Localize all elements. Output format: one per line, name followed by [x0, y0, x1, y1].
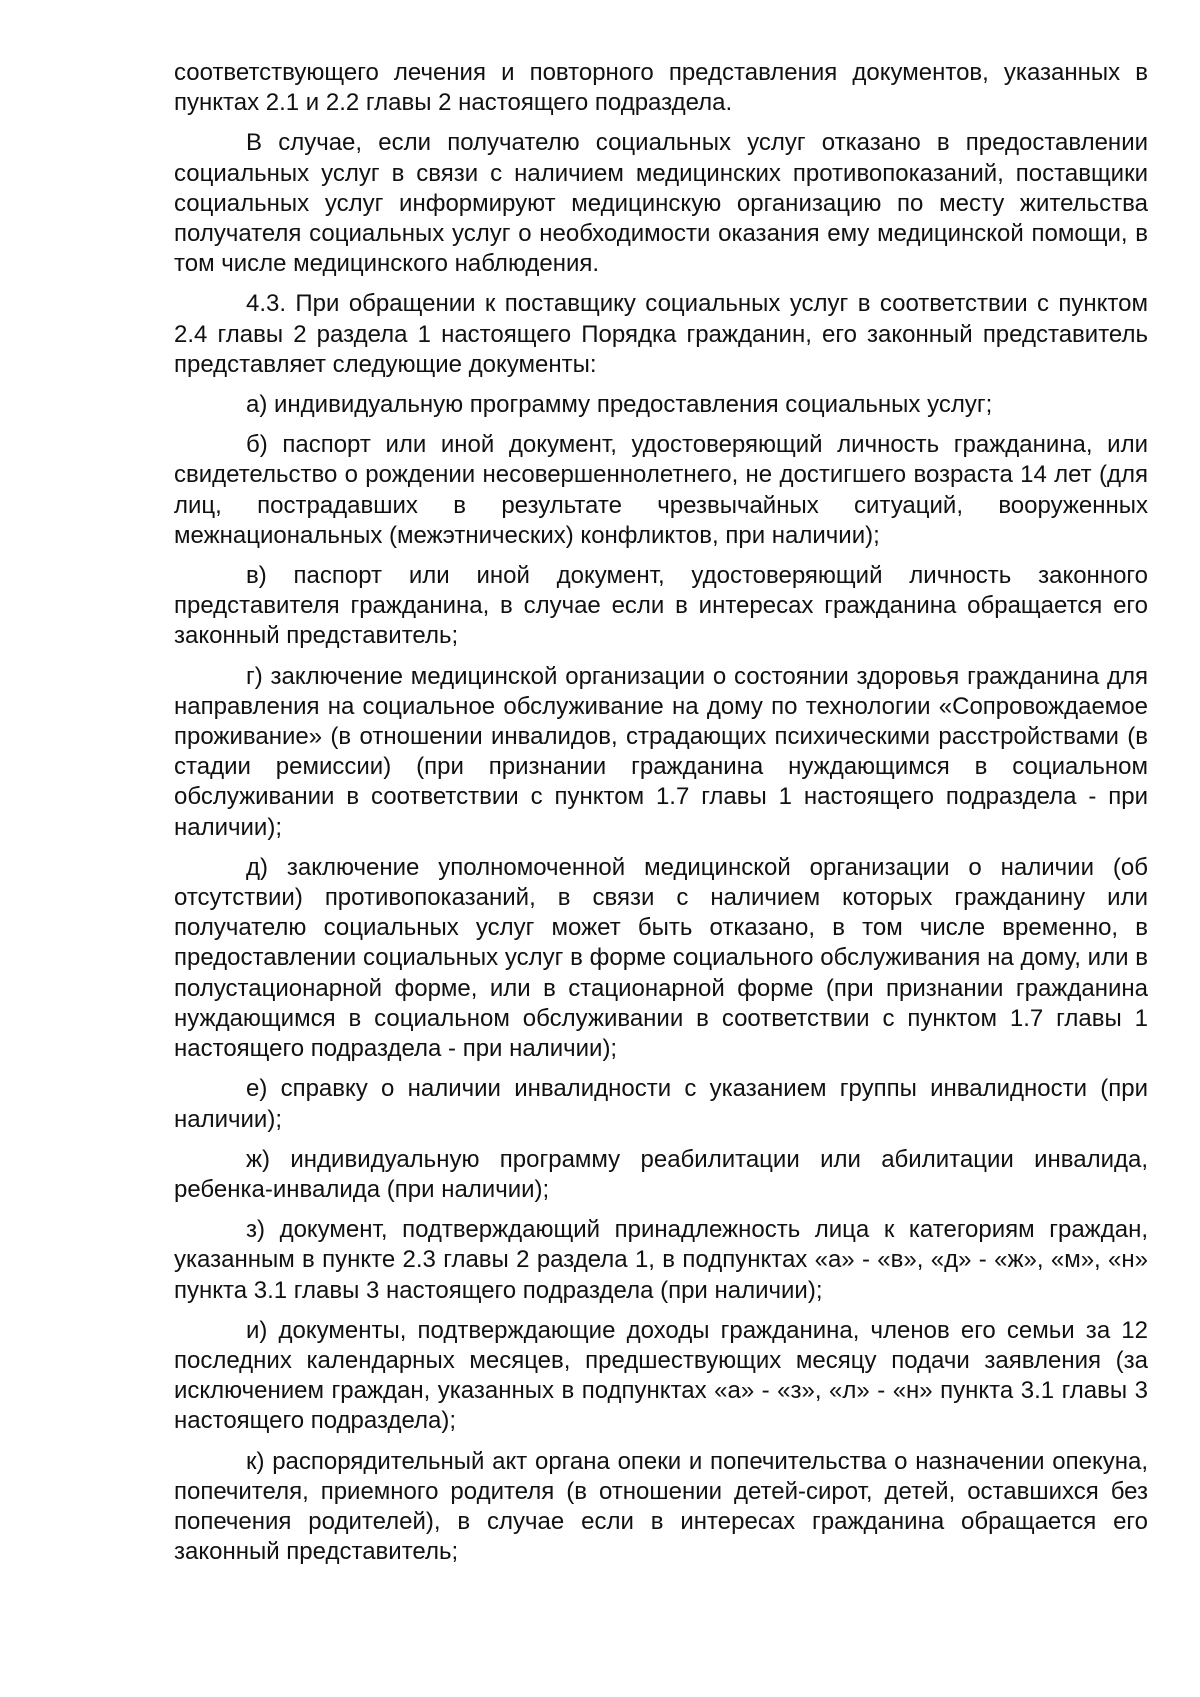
list-item-k: к) распорядительный акт органа опеки и попечительства о назначении опекуна, попечителя, приемного родителя (в отношении детей-сирот, детей, оставшихся без попечения родителей), в случае если в интересах гражданина обращается его законный представитель;	[174, 1447, 1148, 1566]
list-item-e: е) справку о наличии инвалидности с указанием группы инвалидности (при наличии);	[174, 1075, 1148, 1133]
list-item-b: б) паспорт или иной документ, удостоверяющий личность гражданина, или свидетельство о рождении несовершеннолетнего, не достигшего возраста 14 лет (для лиц, пострадавших в результате чрезвычайных ситуаций, вооруженных межнациональных (межэтнических) конфликтов, при наличии);	[174, 431, 1148, 549]
paragraph-continuation: соответствующего лечения и повторного представления документов, указанных в пунктах 2.1 и 2.2 главы 2 настоящего подраздела.	[174, 59, 1148, 117]
list-item-zh: ж) индивидуальную программу реабилитации или абилитации инвалида, ребенка-инвалида (при наличии);	[174, 1145, 1148, 1203]
document-page	[174, 58, 1148, 1577]
paragraph-refusal-notice: В случае, если получателю социальных услуг отказано в предоставлении социальных услуг в связи с наличием медицинских противопоказаний, поставщики социальных услуг информируют медицинскую организацию по месту жительства получателя социальных услуг о необходимости оказания ему медицинской помощи, в том числе медицинского наблюдения.	[174, 129, 1148, 278]
list-item-z: з) документ, подтверждающий принадлежность лица к категориям граждан, указанным в пункте 2.3 главы 2 раздела 1, в подпунктах «а» - «в», «д» - «ж», «м», «н» пункта 3.1 главы 3 настоящего подраздела (при наличии);	[174, 1216, 1148, 1304]
list-item-v: в) паспорт или иной документ, удостоверяющий личность законного представителя гражданина, в случае если в интересах гражданина обращается его законный представитель;	[174, 562, 1148, 650]
list-item-i: и) документы, подтверждающие доходы гражданина, членов его семьи за 12 последних календарных месяцев, предшествующих месяцу подачи заявления (за исключением граждан, указанных в подпунктах «а» - «з», «л» - «н» пункта 3.1 главы 3 настоящего подраздела);	[174, 1316, 1148, 1435]
list-item-g: г) заключение медицинской организации о состоянии здоровья гражданина для направления на социальное обслуживание на дому по технологии «Сопровождаемое проживание» (в отношении инвалидов, страдающих психическими расстройствами (в стадии ремиссии) (при признании гражданина нуждающимся в социальном обслуживании в соответствии с пунктом 1.7 главы 1 настоящего подраздела - при наличии);	[174, 662, 1148, 841]
paragraph-4-3: 4.3. При обращении к поставщику социальных услуг в соответствии с пунктом 2.4 главы 2 раздела 1 настоящего Порядка гражданин, его законный представитель представляет следующие документы:	[174, 290, 1148, 378]
list-item-d: д) заключение уполномоченной медицинской организации о наличии (об отсутствии) противопоказаний, в связи с наличием которых гражданину или получателю социальных услуг может быть отказано, в том числе временно, в предоставлении социальных услуг в форме социального обслуживания на дому, или в полустационарной форме, или в стационарной форме (при признании гражданина нуждающимся в социальном обслуживании в соответствии с пунктом 1.7 главы 1 настоящего подраздела - при наличии);	[174, 853, 1148, 1063]
list-item-a: а) индивидуальную программу предоставления социальных услуг;	[246, 391, 993, 419]
